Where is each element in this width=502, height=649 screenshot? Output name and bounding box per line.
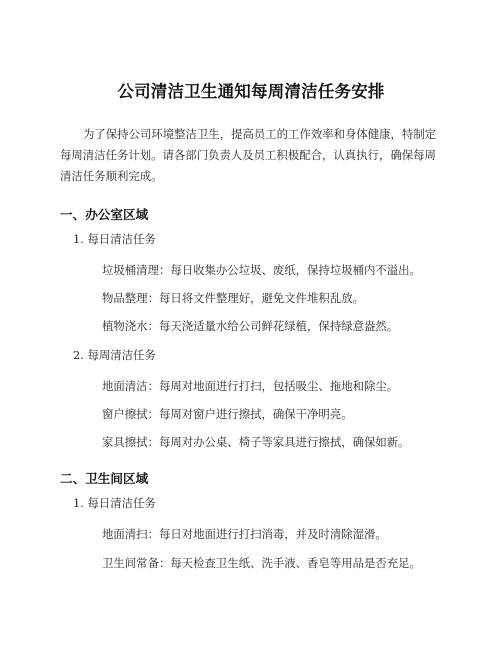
- section-heading-restroom: 二、卫生间区域: [60, 471, 149, 486]
- task-item: 垃圾桶清理：每日收集办公垃圾、废纸，保持垃圾桶内不溢出。: [102, 263, 421, 277]
- section-heading-office: 一、办公室区域: [60, 207, 149, 222]
- intro-paragraph: 为了保持公司环境整洁卫生，提高员工的工作效率和身体健康，特制定每周清洁任务计划。请各部门负责人及员工积极配合，认真执行，确保每周清洁任务顺利完成。: [60, 127, 437, 183]
- document-title: 公司清洁卫生通知每周清洁任务安排: [117, 82, 385, 101]
- task-item: 地面清洁：每周对地面进行打扫，包括吸尘、拖地和除尘。: [102, 379, 399, 393]
- daily-tasks-label: 1. 每日清洁任务: [73, 496, 156, 510]
- task-item: 物品整理：每日将文件整理好，避免文件堆积乱放。: [102, 291, 364, 305]
- daily-tasks-label: 1. 每日清洁任务: [73, 232, 156, 246]
- task-item: 窗户擦拭：每周对窗户进行擦拭，确保干净明亮。: [102, 407, 353, 421]
- task-item: 卫生间常备：每天检查卫生纸、洗手液、香皂等用品是否充足。: [102, 556, 421, 570]
- task-item: 植物浇水：每天浇适量水给公司鲜花绿植，保持绿意盎然。: [102, 319, 399, 333]
- task-item: 家具擦拭：每周对办公桌、椅子等家具进行擦拭，确保如新。: [102, 435, 410, 449]
- weekly-tasks-label: 2. 每周清洁任务: [73, 348, 156, 362]
- task-item: 地面清扫：每日对地面进行打扫消毒，并及时清除湿滑。: [102, 527, 387, 541]
